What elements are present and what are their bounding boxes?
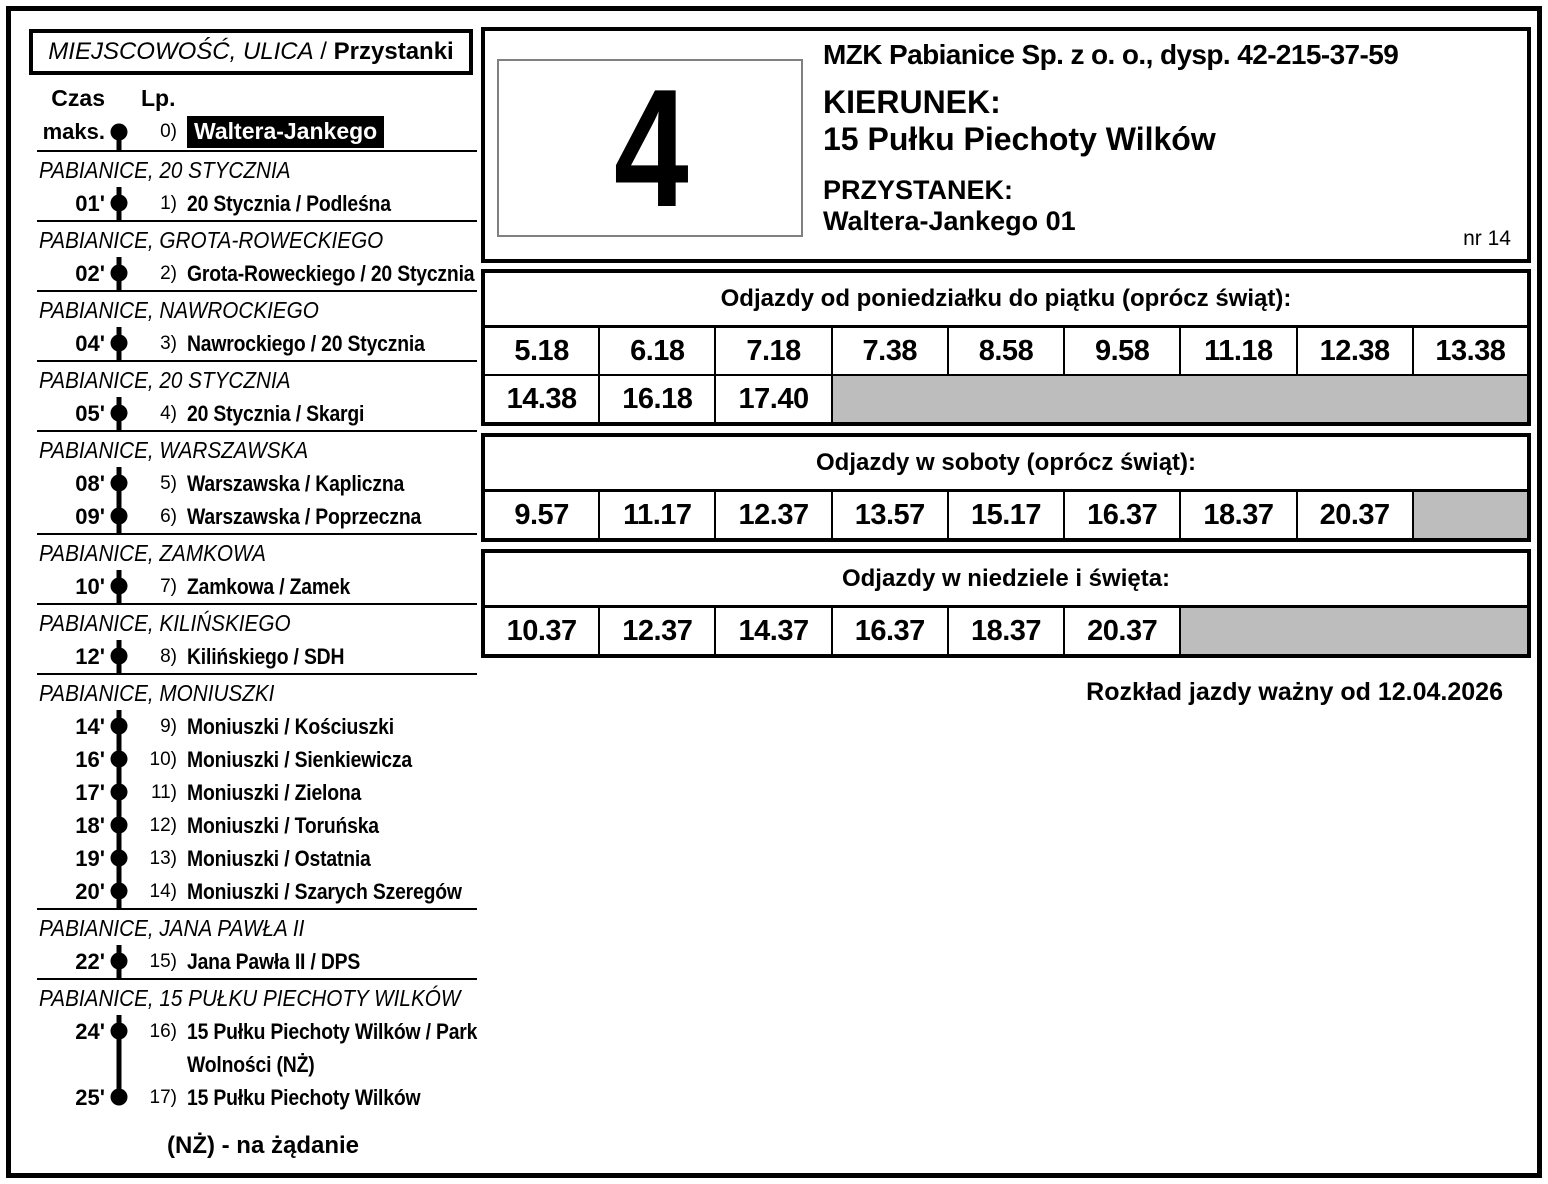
stop-dot-icon: [111, 718, 128, 735]
route-stop-marker-icon: [105, 743, 133, 776]
stop-name: Warszawska / Kapliczna: [187, 471, 405, 496]
section-header: [37, 981, 477, 1015]
section-header: [37, 606, 477, 640]
stop-name: Moniuszki / Szarych Szeregów: [187, 879, 462, 904]
departure-time-cell: 12.37: [715, 491, 831, 541]
stop-dot-icon: [111, 195, 128, 212]
line-number-badge: [497, 53, 803, 242]
section-header-text: PABIANICE, JANA PAWŁA II: [39, 915, 305, 941]
stop-travel-time: 04': [75, 331, 105, 356]
validity-note: Rozkład jazdy ważny od 12.04.2026: [1086, 678, 1503, 706]
stop-row: [37, 187, 477, 220]
table-caption: Odjazdy w niedziele i święta:: [483, 551, 1529, 607]
section-header-text: PABIANICE, 20 STYCZNIA: [39, 157, 291, 183]
stop-row: [37, 776, 477, 809]
stop-number: 16): [149, 1021, 177, 1042]
route-stop-marker-icon: [105, 500, 133, 533]
section-header-text: PABIANICE, MONIUSZKI: [39, 680, 275, 706]
departure-time-cell: 7.38: [832, 327, 948, 376]
stop-dot-icon: [111, 405, 128, 422]
stop-number: 10): [149, 749, 177, 770]
route-section: [37, 603, 477, 673]
table-caption: Odjazdy od poniedziałku do piątku (oprócz świąt):: [483, 271, 1529, 327]
stop-name: 15 Pułku Piechoty Wilków: [187, 1085, 421, 1110]
departure-time-cell: 13.38: [1413, 327, 1529, 376]
stop-name: Jana Pawła II / DPS: [187, 949, 361, 974]
stop-dot-icon: [111, 784, 128, 801]
stop-name: Grota-Roweckiego / 20 Stycznia: [187, 261, 475, 286]
route-stop-marker-icon: [105, 113, 133, 150]
route-section: [37, 533, 477, 603]
stop-name: 15 Pułku Piechoty Wilków / Park Wolności (NŻ): [187, 1019, 478, 1077]
route-stop-marker-icon: [105, 945, 133, 978]
stop-name: Moniuszki / Toruńska: [187, 813, 379, 838]
col-header-lp: Lp.: [141, 85, 176, 111]
route-stop-marker-icon: [105, 570, 133, 603]
departure-time-cell: 20.37: [1064, 607, 1180, 657]
title-separator: /: [313, 38, 334, 65]
title-city-street: MIEJSCOWOŚĆ, ULICA: [48, 38, 314, 65]
route-stop-marker-icon: [105, 875, 133, 908]
stop-name: Nawrockiego / 20 Stycznia: [187, 331, 425, 356]
stop-number: 4): [160, 403, 177, 424]
stop-number: 15): [149, 951, 177, 972]
stop-dot-icon: [111, 648, 128, 665]
stop-number: 3): [160, 333, 177, 354]
departure-time-cell: 18.37: [1180, 491, 1296, 541]
section-header: [37, 153, 477, 187]
section-header-text: PABIANICE, 15 PUŁKU PIECHOTY WILKÓW: [39, 985, 461, 1011]
section-header-text: PABIANICE, KILIŃSKIEGO: [39, 610, 291, 636]
section-header: [37, 363, 477, 397]
stop-travel-time: 24': [75, 1019, 105, 1044]
route-section: [37, 430, 477, 533]
header-text: [823, 39, 1515, 237]
departure-time-cell: 14.37: [715, 607, 831, 657]
section-header: [37, 536, 477, 570]
section-header: [37, 676, 477, 710]
departure-time-cell: 10.37: [483, 607, 599, 657]
route-stop-marker-icon: [105, 809, 133, 842]
stop-row: [37, 875, 477, 908]
stop-row: [37, 397, 477, 430]
departure-time-cell: 9.58: [1064, 327, 1180, 376]
stop-dot-icon: [111, 850, 128, 867]
departure-time-cell: 12.38: [1297, 327, 1413, 376]
section-header-text: PABIANICE, 20 STYCZNIA: [39, 367, 291, 393]
stop-travel-time: 05': [75, 401, 105, 426]
stop-dot-icon: [111, 953, 128, 970]
route-panel: [27, 29, 477, 1160]
stop-dot-icon: [111, 883, 128, 900]
page-frame: [6, 6, 1542, 1178]
stop-number: 0): [160, 121, 177, 142]
section-header: [37, 293, 477, 327]
stop-row: [37, 327, 477, 360]
stop-row: [37, 710, 477, 743]
stop-row: [37, 809, 477, 842]
route-stop-marker-icon: [105, 187, 133, 220]
stop-row: [37, 467, 477, 500]
stop-name: 20 Stycznia / Skargi: [187, 401, 365, 426]
columns-header: [27, 85, 477, 113]
stop-travel-time: 14': [75, 714, 105, 739]
stop-name: Moniuszki / Sienkiewicza: [187, 747, 412, 772]
stop-row: [37, 257, 477, 290]
section-header-text: PABIANICE, GROTA-ROWECKIEGO: [39, 227, 384, 253]
stop-travel-time: 12': [75, 644, 105, 669]
stop-name: Zamkowa / Zamek: [187, 574, 351, 599]
stop-name: Moniuszki / Ostatnia: [187, 846, 371, 871]
empty-cell: [832, 375, 1529, 424]
departure-time-cell: 16.37: [1064, 491, 1180, 541]
on-demand-footnote: (NŻ) - na żądanie: [167, 1132, 360, 1159]
stop-number: 14): [149, 881, 177, 902]
departure-time-cell: 16.18: [599, 375, 715, 424]
departure-time-cell: 9.57: [483, 491, 599, 541]
departure-time-cell: 18.37: [948, 607, 1064, 657]
route-section: [37, 360, 477, 430]
departure-time-cell: 17.40: [715, 375, 831, 424]
stop-dot-icon: [111, 1089, 128, 1106]
start-stop-row: [27, 113, 477, 150]
stop-travel-time: 20': [75, 879, 105, 904]
timetable-header: [481, 27, 1531, 263]
stop-number: 11): [150, 782, 177, 803]
stop-number: 6): [160, 506, 177, 527]
route-stop-marker-icon: [105, 1081, 133, 1114]
departure-time-cell: 8.58: [948, 327, 1064, 376]
start-time-label: maks.: [42, 119, 105, 144]
stop-number: 7): [160, 576, 177, 597]
route-section: [37, 908, 477, 978]
stop-row: [37, 1081, 477, 1114]
departure-time-cell: 16.37: [832, 607, 948, 657]
stop-dot-icon: [111, 335, 128, 352]
table-caption: Odjazdy w soboty (oprócz świąt):: [483, 435, 1529, 491]
stop-travel-time: 16': [75, 747, 105, 772]
current-stop-highlight: Waltera-Jankego: [187, 116, 384, 148]
title-stops: Przystanki: [333, 38, 454, 65]
route-stop-marker-icon: [105, 710, 133, 743]
line-number: 4: [614, 53, 686, 242]
departure-time-cell: 15.17: [948, 491, 1064, 541]
direction-label: KIERUNEK:: [823, 84, 1001, 120]
stop-travel-time: 19': [75, 846, 105, 871]
departure-time-cell: 11.17: [599, 491, 715, 541]
empty-cell: [1413, 491, 1529, 541]
stop-row: [37, 570, 477, 603]
route-sections: [27, 150, 477, 1114]
stop-row: [37, 500, 477, 533]
stop-label: PRZYSTANEK:: [823, 175, 1014, 205]
departure-time-cell: 11.18: [1180, 327, 1296, 376]
stop-dot-icon: [111, 751, 128, 768]
stop-dot-icon: [111, 817, 128, 834]
departure-time-cell: 20.37: [1297, 491, 1413, 541]
departure-table: [481, 433, 1531, 542]
route-stop-marker-icon: [105, 842, 133, 875]
stop-dot-icon: [111, 578, 128, 595]
stop-travel-time: 02': [75, 261, 105, 286]
route-stop-marker-icon: [105, 257, 133, 290]
stop-value: Waltera-Jankego 01: [823, 206, 1076, 236]
section-header-text: PABIANICE, ZAMKOWA: [39, 540, 266, 566]
section-header: [37, 911, 477, 945]
departure-table: [481, 549, 1531, 658]
stop-number: 2): [160, 263, 177, 284]
section-header-text: PABIANICE, NAWROCKIEGO: [39, 297, 319, 323]
departure-time-cell: 7.18: [715, 327, 831, 376]
stop-travel-time: 09': [75, 504, 105, 529]
route-section: [37, 220, 477, 290]
departure-table: [481, 269, 1531, 426]
stop-row: [37, 945, 477, 978]
stop-dot-icon: [111, 1023, 128, 1040]
stop-name: Warszawska / Poprzeczna: [187, 504, 422, 529]
departure-time-cell: 6.18: [599, 327, 715, 376]
departure-time-cell: 5.18: [483, 327, 599, 376]
stop-number: 9): [160, 716, 177, 737]
departures-panel: [481, 27, 1531, 707]
stop-dot-icon: [111, 508, 128, 525]
departure-time-cell: 14.38: [483, 375, 599, 424]
stop-number: 12): [149, 815, 177, 836]
stop-dot-icon: [111, 265, 128, 282]
section-header-text: PABIANICE, WARSZAWSKA: [39, 437, 309, 463]
section-header: [37, 433, 477, 467]
route-stop-marker-icon: [105, 327, 133, 360]
stop-number: 17): [149, 1087, 177, 1108]
direction-value: 15 Pułku Piechoty Wilków: [823, 121, 1216, 157]
stop-row: [37, 743, 477, 776]
operator-info: MZK Pabianice Sp. z o. o., dysp. 42-215-37-59: [823, 39, 1399, 70]
route-stop-marker-icon: [105, 776, 133, 809]
stop-dot-icon: [111, 124, 128, 141]
stop-row: [37, 842, 477, 875]
route-stop-marker-icon: [105, 467, 133, 500]
route-stop-marker-icon: [105, 640, 133, 673]
route-section: [37, 150, 477, 220]
stop-travel-time: 17': [75, 780, 105, 805]
departure-time-cell: 12.37: [599, 607, 715, 657]
col-header-time: Czas: [51, 85, 105, 111]
section-header: [37, 223, 477, 257]
route-stop-marker-icon: [105, 1015, 133, 1081]
stop-number: 13): [149, 848, 177, 869]
stop-number: 5): [160, 473, 177, 494]
stop-travel-time: 10': [75, 574, 105, 599]
sheet-number: nr 14: [1463, 227, 1511, 250]
stop-name: 20 Stycznia / Podleśna: [187, 191, 391, 216]
route-section: [37, 290, 477, 360]
route-section: [37, 673, 477, 908]
stop-name: Kilińskiego / SDH: [187, 644, 345, 669]
stop-row: [37, 640, 477, 673]
empty-cell: [1180, 607, 1529, 657]
stop-number: 1): [160, 193, 177, 214]
route-section: [37, 978, 477, 1114]
route-panel-title: [29, 29, 473, 75]
stop-travel-time: 18': [75, 813, 105, 838]
stop-row: [37, 1015, 477, 1081]
stop-name: Moniuszki / Kościuszki: [187, 714, 394, 739]
stop-number: 8): [160, 646, 177, 667]
departure-time-cell: 13.57: [832, 491, 948, 541]
stop-travel-time: 01': [75, 191, 105, 216]
stop-travel-time: 25': [75, 1085, 105, 1110]
stop-travel-time: 08': [75, 471, 105, 496]
stop-name: Moniuszki / Zielona: [187, 780, 362, 805]
stop-travel-time: 22': [75, 949, 105, 974]
route-stop-marker-icon: [105, 397, 133, 430]
departure-tables: [481, 269, 1531, 658]
stop-dot-icon: [111, 475, 128, 492]
